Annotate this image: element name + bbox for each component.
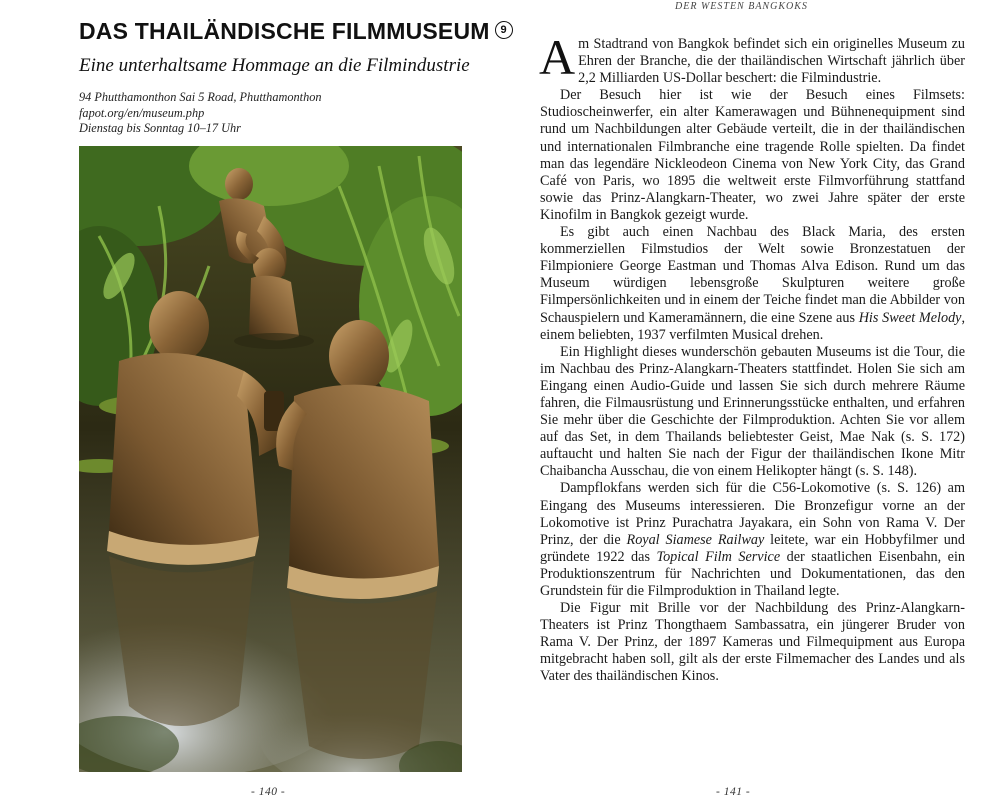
paragraph-6: Die Figur mit Brille vor der Nachbildung des Prinz-Alangkarn-Theaters ist Prinz Thongthaem Sambassatra, ein jüngerer Bruder von Rama V. Der Prinz, der 1897 Kameras und Filmequipment aus Europa mitgebracht haben soll, gilt als der erste Filmemacher des Landes und als Vater des thailändischen Kinos. [540,600,965,685]
paragraph-5-text-a: Dampflokfans werden sich für die C56-Lokomotive (s. S. 126) am Eingang des Museums interessieren. Die Bronzefigur vorne an der Lokomotive ist Prinz Purachatra Jayakara, ein Sohn von Rama V. Der Prinz, der die [540,480,965,548]
paragraph-5 [540,480,965,600]
paragraph-5-text-b: leitete, war ein Hobbyfilmer und gründete 1922 das [540,531,965,565]
paragraph-1 [539,29,965,87]
railway-name: Royal Siamese Railway [626,531,765,548]
drop-cap: A [539,29,576,85]
page-number-right: - 141 - [716,786,751,798]
venue-hours: Dienstag bis Sonntag 10–17 Uhr [79,121,241,135]
venue-address: 94 Phutthamonthon Sai 5 Road, Phutthamonthon [79,90,322,104]
musical-title: His Sweet Melody [858,309,962,326]
paragraph-4: Ein Highlight dieses wunderschön gebauten Museums ist die Tour, die im Nachbau des Prinz-Alangkarn-Theaters stattfindet. Holen Sie sich am Eingang einen Audio-Guide und lassen Sie sich durch mehrere Räume fahren, die Filmausrüstung und Erinnerungsstücke enthalten, und erfahren Sie mehr über die Geschichte der Filmproduktion. Achten Sie vor allem auf das Set, in dem Thailands beliebtester Geist, Mae Nak (s. S. 172) auftaucht und halten Sie nach der Figur der thailändischen Ikone Mitr Chaibancha Ausschau, die von einem Helikopter hängt (s. S. 148). [540,343,965,480]
paragraph-3-text-b: , einem beliebten, 1937 verfilmten Musical drehen. [540,309,966,343]
venue-info [79,90,322,137]
paragraph-3-text-a: Es gibt auch einen Nachbau des Black Maria, des ersten kommerziellen Filmstudios der Welt sowie Bronzestatuen der Filmpioniere George Eastman und Thomas Alva Edison. Rund um das Museum würdigen lebensgroße Skulpturen weitere große Filmpersönlichkeiten und in einem der Teiche findet man die Abbilder von Schauspielern und Kameramännern, die eine Szene aus [540,224,965,326]
film-service-name: Topical Film Service [656,548,781,565]
page-subtitle: Eine unterhaltsame Hommage an die Filmindustrie [79,55,470,76]
paragraph-2: Der Besuch hier ist wie der Besuch eines Filmsets: Studioscheinwerfer, ein alter Kamerawagen und Bühnenequipment sind rund um Nachbildungen alter Gebäude verteilt, die in der thailändischen und internationalen Filmbranche eine tragende Rolle spielten. Da findet man das legendäre Nickleodeon Cinema von New York City, das Grand Café von Paris, wo 1895 die weltweit erste Filmvorführung stattfand sowie das Prinz-Alangkarn-Theater, wo zwei Jahre später der erste Kinofilm in Bangkok gezeigt wurde. [540,87,965,223]
page-number-left: - 140 - [251,786,286,798]
title-number-badge: 9 [495,21,513,39]
museum-photo [79,146,462,772]
article-body [539,29,966,686]
running-head: DER WESTEN BANGKOKS [675,1,808,12]
paragraph-5-text-c: der staatlichen Eisenbahn, ein Produktionszentrum für Nachrichten und Dokumentationen, das den Grundstein für die Filmproduktion in Thailand legte. [540,548,965,599]
paragraph-3 [540,224,965,344]
paragraph-1-text: m Stadtrand von Bangkok befindet sich ein originelles Museum zu Ehren der Branche, die der thailändischen Wirtschaft jährlich über 2,2 Milliarden US-Dollar beschert: die Filmindustrie. [578,36,965,87]
right-page [500,0,1000,800]
title-text: DAS THAILÄNDISCHE FILMMUSEUM [79,18,490,44]
venue-website: fapot.org/en/museum.php [79,105,205,120]
page-title [79,18,513,45]
